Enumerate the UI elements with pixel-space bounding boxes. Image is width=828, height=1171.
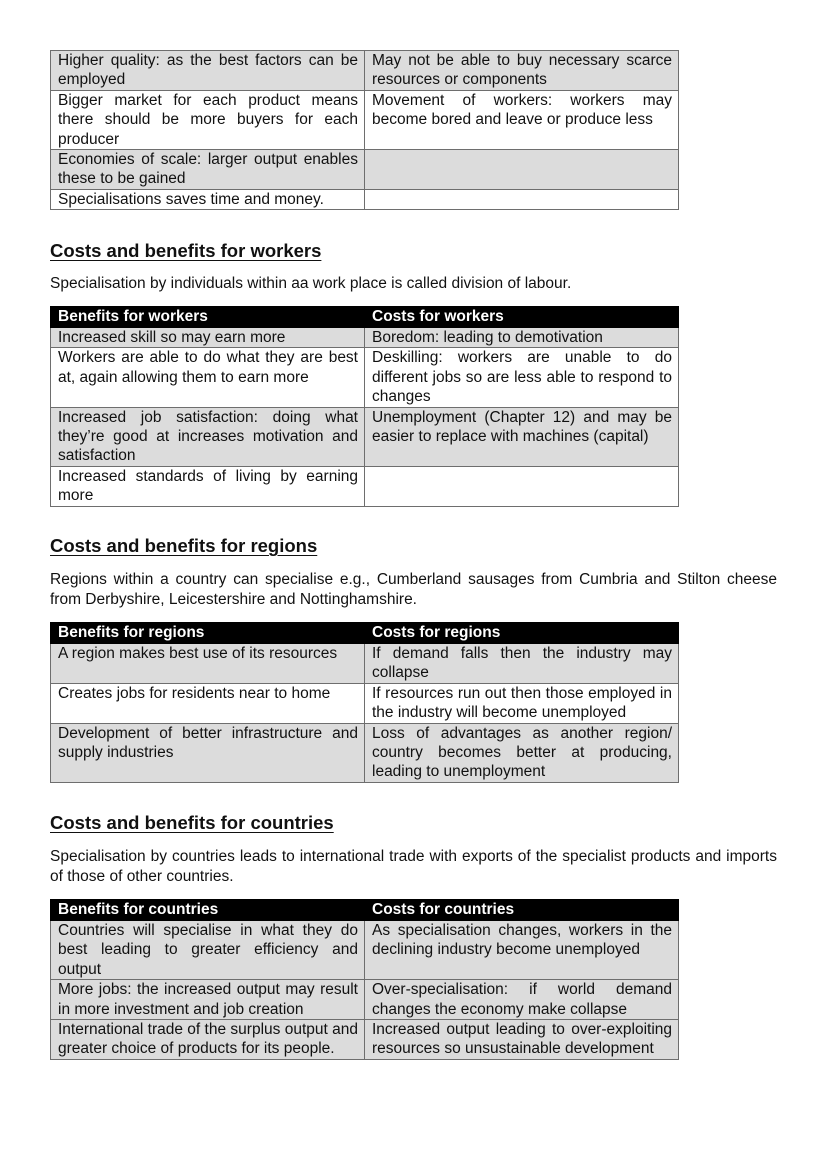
regions-heading: Costs and benefits for regions — [50, 535, 318, 556]
header-benefits: Benefits for workers — [51, 307, 365, 328]
table-row — [51, 921, 679, 980]
benefit-cell: Increased standards of living by earning more — [51, 466, 365, 506]
table-row — [51, 683, 679, 723]
cost-cell: May not be able to buy necessary scarce resources or components — [365, 51, 679, 91]
cost-cell — [365, 189, 679, 209]
cost-cell: Loss of advantages as another region/ country becomes better at producing, leading to unemployment — [365, 723, 679, 782]
table-row — [51, 644, 679, 684]
cost-cell: If demand falls then the industry may collapse — [365, 644, 679, 684]
benefit-cell: More jobs: the increased output may result in more investment and job creation — [51, 980, 365, 1020]
table-row — [51, 466, 679, 506]
header-benefits: Benefits for countries — [51, 900, 365, 921]
benefit-cell: Bigger market for each product means there should be more buyers for each producer — [51, 90, 365, 149]
workers-heading: Costs and benefits for workers — [50, 240, 322, 261]
benefit-cell: Countries will specialise in what they do best leading to greater efficiency and output — [51, 921, 365, 980]
cost-cell — [365, 466, 679, 506]
table-row — [51, 51, 679, 91]
table-header-row — [51, 307, 679, 328]
table-row — [51, 1020, 679, 1060]
header-benefits: Benefits for regions — [51, 623, 365, 644]
header-costs: Costs for workers — [365, 307, 679, 328]
header-costs: Costs for regions — [365, 623, 679, 644]
table-header-row — [51, 623, 679, 644]
benefit-cell: Economies of scale: larger output enables these to be gained — [51, 150, 365, 190]
general-benefits-costs-table — [50, 50, 679, 210]
cost-cell: Deskilling: workers are unable to do different jobs so are less able to respond to changes — [365, 348, 679, 407]
cost-cell: Over-specialisation: if world demand changes the economy make collapse — [365, 980, 679, 1020]
header-costs: Costs for countries — [365, 900, 679, 921]
workers-intro: Specialisation by individuals within aa work place is called division of labour. — [50, 275, 572, 292]
benefit-cell: International trade of the surplus output and greater choice of products for its people. — [51, 1020, 365, 1060]
cost-cell: Increased output leading to over-exploiting resources so unsustainable development — [365, 1020, 679, 1060]
countries-intro: Specialisation by countries leads to international trade with exports of the specialist products and imports of those of other countries. — [50, 848, 777, 885]
countries-table — [50, 899, 679, 1060]
table-header-row — [51, 900, 679, 921]
table-row — [51, 328, 679, 348]
cost-cell: As specialisation changes, workers in the declining industry become unemployed — [365, 921, 679, 980]
countries-heading: Costs and benefits for countries — [50, 812, 334, 833]
cost-cell — [365, 150, 679, 190]
cost-cell: Unemployment (Chapter 12) and may be easier to replace with machines (capital) — [365, 407, 679, 466]
table-row — [51, 189, 679, 209]
benefit-cell: Increased skill so may earn more — [51, 328, 365, 348]
benefit-cell: Creates jobs for residents near to home — [51, 683, 365, 723]
benefit-cell: Workers are able to do what they are best at, again allowing them to earn more — [51, 348, 365, 407]
workers-table — [50, 306, 679, 507]
cost-cell: Movement of workers: workers may become bored and leave or produce less — [365, 90, 679, 149]
benefit-cell: Specialisations saves time and money. — [51, 189, 365, 209]
benefit-cell: A region makes best use of its resources — [51, 644, 365, 684]
benefit-cell: Higher quality: as the best factors can be employed — [51, 51, 365, 91]
table-row — [51, 348, 679, 407]
benefit-cell: Development of better infrastructure and supply industries — [51, 723, 365, 782]
table-row — [51, 407, 679, 466]
table-row — [51, 980, 679, 1020]
regions-table — [50, 622, 679, 783]
table-row — [51, 723, 679, 782]
benefit-cell: Increased job satisfaction: doing what they’re good at increases motivation and satisfaction — [51, 407, 365, 466]
cost-cell: Boredom: leading to demotivation — [365, 328, 679, 348]
regions-intro: Regions within a country can specialise e.g., Cumberland sausages from Cumbria and Stilton cheese from Derbyshire, Leicestershire and Nottinghamshire. — [50, 571, 777, 608]
cost-cell: If resources run out then those employed in the industry will become unemployed — [365, 683, 679, 723]
table-row — [51, 90, 679, 149]
table-row — [51, 150, 679, 190]
